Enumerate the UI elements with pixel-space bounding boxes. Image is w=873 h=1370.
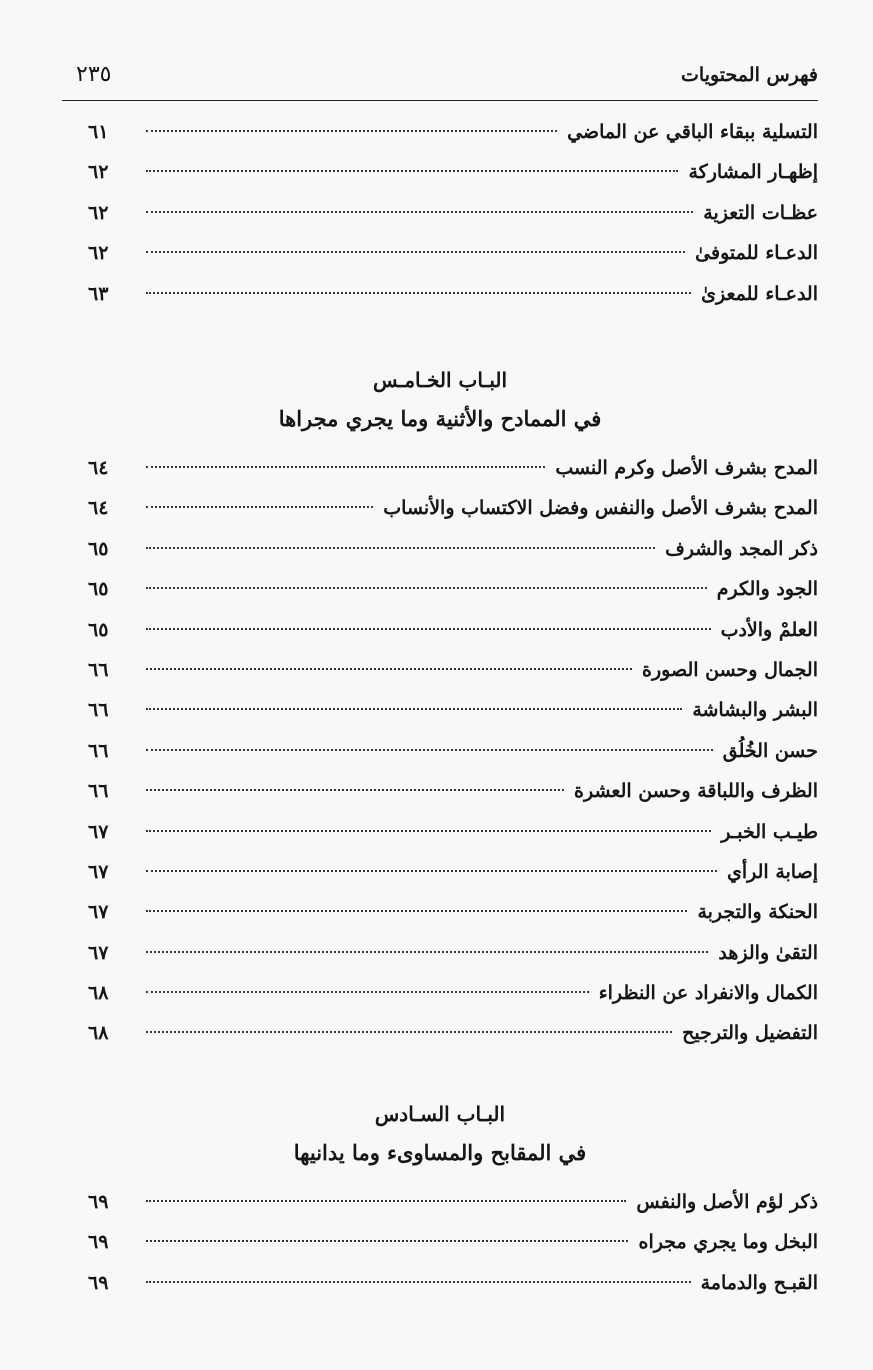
dot-leader <box>146 129 557 132</box>
entry-title: القبـح والدمامة <box>700 1271 818 1294</box>
toc-section-chapter-five <box>88 448 818 1054</box>
entry-page: ٦٣ <box>88 282 109 305</box>
entry-title: المدح بشرف الأصل والنفس وفضل الاكتساب والأنساب <box>383 497 818 520</box>
entry-page: ٦٦ <box>88 699 109 722</box>
chapter-five-heading <box>62 361 818 439</box>
entry-page: ٦٤ <box>88 497 109 520</box>
entry-title: التسلية ببقاء الباقي عن الماضي <box>567 121 818 143</box>
entry-page: ٦١ <box>88 121 109 143</box>
dot-leader <box>146 627 711 630</box>
toc-entry[interactable] <box>88 112 818 152</box>
dot-leader <box>146 1030 672 1033</box>
entry-page: ٦٧ <box>88 860 109 883</box>
toc-entry[interactable] <box>88 771 818 811</box>
toc-entry[interactable] <box>88 610 818 650</box>
dot-leader <box>146 1280 691 1283</box>
entry-title: الجود والكرم <box>716 578 818 601</box>
entry-page: ٦٢ <box>88 201 109 224</box>
toc-entry[interactable] <box>88 892 818 932</box>
toc-section-continuation <box>88 112 818 314</box>
toc-entry[interactable] <box>88 973 818 1013</box>
entry-page: ٦٦ <box>88 780 109 803</box>
toc-entry[interactable] <box>88 488 818 528</box>
entry-title: إظهـار المشاركة <box>688 161 818 184</box>
dot-leader <box>146 950 708 953</box>
entry-page: ٦٥ <box>88 618 109 641</box>
entry-title: البخل وما يجري مجراه <box>638 1231 818 1254</box>
toc-entry[interactable] <box>88 193 818 233</box>
dot-leader <box>146 546 655 549</box>
dot-leader <box>146 465 545 468</box>
page-number: ٢٣٥ <box>76 62 112 87</box>
entry-title: ذكر لؤم الأصل والنفس <box>636 1191 818 1213</box>
running-header <box>62 58 818 101</box>
chapter-label: البـاب السـادس <box>374 1102 506 1126</box>
dot-leader <box>146 586 707 589</box>
entry-page: ٦٩ <box>88 1271 109 1294</box>
entry-page: ٦٢ <box>88 242 109 265</box>
dot-leader <box>146 1239 628 1242</box>
entry-title: الظرف واللباقة وحسن العشرة <box>574 780 818 803</box>
entry-page: ٦٧ <box>88 941 109 964</box>
running-title: فهرس المحتويات <box>681 64 818 86</box>
entry-page: ٦٥ <box>88 578 109 601</box>
dot-leader <box>146 869 717 872</box>
dot-leader <box>146 909 687 912</box>
entry-title: الكمال والانفراد عن النظراء <box>598 982 818 1005</box>
entry-title: الدعـاء للمتوفىٰ <box>695 242 818 265</box>
dot-leader <box>146 505 373 508</box>
entry-page: ٦٩ <box>88 1191 109 1213</box>
entry-title: التفضيل والترجيح <box>682 1022 818 1045</box>
toc-entry[interactable] <box>88 233 818 273</box>
entry-page: ٦٧ <box>88 901 109 924</box>
entry-title: عظـات التعزية <box>703 201 818 224</box>
entry-page: ٦٨ <box>88 982 109 1005</box>
dot-leader <box>146 748 713 751</box>
entry-title: طيـب الخبـر <box>721 820 818 843</box>
dot-leader <box>146 169 678 172</box>
entry-page: ٦٧ <box>88 820 109 843</box>
toc-entry[interactable] <box>88 274 818 314</box>
entry-title: الجمال وحسن الصورة <box>642 658 818 681</box>
dot-leader <box>146 990 589 993</box>
toc-section-chapter-six <box>88 1182 818 1303</box>
toc-entry[interactable] <box>88 448 818 488</box>
entry-page: ٦٤ <box>88 457 109 479</box>
toc-entry[interactable] <box>88 1182 818 1222</box>
entry-title: إصابة الرأي <box>727 860 818 883</box>
entry-title: البشر والبشاشة <box>692 699 818 722</box>
toc-entry[interactable] <box>88 1013 818 1053</box>
toc-entry[interactable] <box>88 812 818 852</box>
entry-page: ٦٦ <box>88 658 109 681</box>
chapter-six-heading <box>62 1095 818 1173</box>
entry-page: ٦٥ <box>88 537 109 560</box>
entry-title: ذكر المجد والشرف <box>665 537 818 560</box>
toc-entry[interactable] <box>88 933 818 973</box>
toc-entry[interactable] <box>88 690 818 730</box>
toc-entry[interactable] <box>88 650 818 690</box>
dot-leader <box>146 1199 626 1202</box>
entry-title: الحنكة والتجربة <box>697 901 818 924</box>
toc-entry[interactable] <box>88 152 818 192</box>
toc-entry[interactable] <box>88 1222 818 1262</box>
entry-title: الدعـاء للمعزىٰ <box>701 282 818 305</box>
dot-leader <box>146 250 685 253</box>
entry-page: ٦٩ <box>88 1231 109 1254</box>
toc-entry[interactable] <box>88 569 818 609</box>
toc-entry[interactable] <box>88 529 818 569</box>
dot-leader <box>146 667 632 670</box>
entry-page: ٦٦ <box>88 739 109 762</box>
entry-title: المدح بشرف الأصل وكرم النسب <box>555 457 818 479</box>
chapter-subtitle: في المقابح والمساوىء وما يدانيها <box>293 1140 587 1165</box>
dot-leader <box>146 210 693 213</box>
chapter-label: البـاب الخـامـس <box>372 368 507 392</box>
entry-title: حسن الخُلُق <box>722 739 818 762</box>
entry-title: التقىٰ والزهد <box>718 941 818 964</box>
dot-leader <box>146 291 691 294</box>
toc-entry[interactable] <box>88 1263 818 1303</box>
entry-page: ٦٢ <box>88 161 109 184</box>
chapter-subtitle: في الممادح والأثنية وما يجري مجراها <box>278 406 602 431</box>
toc-entry[interactable] <box>88 852 818 892</box>
toc-entry[interactable] <box>88 731 818 771</box>
dot-leader <box>146 707 682 710</box>
entry-title: العلمْ والأدب <box>720 618 818 641</box>
entry-page: ٦٨ <box>88 1022 109 1045</box>
dot-leader <box>146 788 564 791</box>
dot-leader <box>146 829 711 832</box>
